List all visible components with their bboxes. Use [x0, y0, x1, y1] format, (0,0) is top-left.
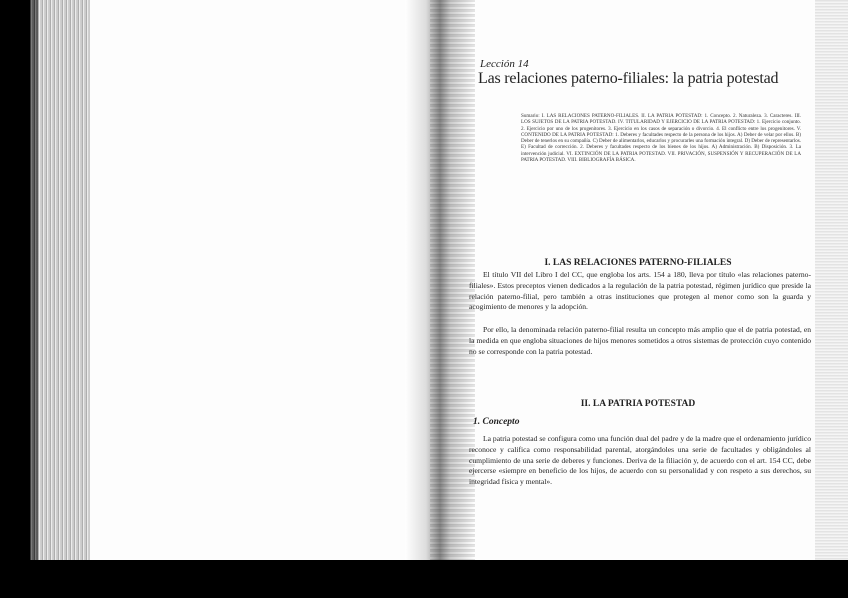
chapter-summary: Sumario: I. LAS RELACIONES PATERNO-FILIALES. II. LA PATRIA POTESTAD: 1. Concepto. 2. Naturaleza. 3. Caracteres. III. LOS SUJETOS DE LA PATRIA POTESTAD. IV. TITULARIDAD Y EJERCICIO DE LA PATRIA POTESTAD: 1. Ejercicio conjunto. 2. Ejercicio por uno de los progenitores. 3. Ejercicio en los casos de separación o divorcio. 4. El conflicto entre los progenitores. V. CONTENIDO DE LA PATRIA POTESTAD: 1. Deberes y facultades respecto de la persona de los hijos. A) Deber de velar por ellos. B) Deber de tenerlos en su compañía. C) Deber de alimentarlos, educarlos y procurarles una formación integral. D) Deber de representarlos. E) Facultad de corrección. 2. Deberes y facultades respecto de los bienes de los hijos. A) Administración. B) Disposición. 3. La intervención judicial. VI. EXTINCIÓN DE LA PATRIA POTESTAD. VII. PRIVACIÓN, SUSPENSIÓN Y RECUPERACIÓN DE LA PATRIA POTESTAD. VIII. BIBLIOGRAFÍA BÁSICA.: [521, 113, 801, 164]
paragraph: El título VII del Libro I del CC, que engloba los arts. 154 a 180, lleva por título «las relaciones paterno-filiales». Estos preceptos vienen dedicados a la regulación de la patria potestad, régimen jurídico que preside la relación paterno-filial, pero también a otras instituciones que protegen al menor como son la guarda y acogimiento de menores y la adopción.: [469, 270, 811, 312]
chapter-title: Las relaciones paterno-filiales: la patria potestad: [478, 70, 779, 87]
right-page-edge: [815, 0, 848, 575]
paragraph: Por ello, la denominada relación paterno-filial resulta un concepto más amplio que el de patria potestad, en la medida en que engloba situaciones de hijos menores sometidos a otros sistemas de protección cuyo contenido no se corresponde con la patria potestad.: [469, 325, 811, 356]
left-page-edge: [30, 0, 90, 560]
paragraph: La patria potestad se configura como una función dual del padre y de la madre que el ordenamiento jurídico reconoce y califica como responsabilidad parental, atorgándoles una serie de facultades y obligándoles al cumplimiento de una serie de deberes y funciones. Deriva de la filiación y, de acuerdo con el art. 154 CC, debe ejercerse «siempre en beneficio de los hijos, de acuerdo con su personalidad y con respeto a sus derechos, su integridad física y mental».: [469, 434, 811, 487]
left-page-blank: [38, 0, 433, 560]
subsection-heading-concepto: 1. Concepto: [473, 417, 520, 427]
section-heading-relaciones: I. LAS RELACIONES PATERNO-FILIALES: [544, 258, 732, 268]
lesson-label: Lección 14: [480, 58, 529, 70]
scan-background: [0, 560, 848, 598]
section-heading-patria-potestad: II. LA PATRIA POTESTAD: [580, 399, 696, 409]
